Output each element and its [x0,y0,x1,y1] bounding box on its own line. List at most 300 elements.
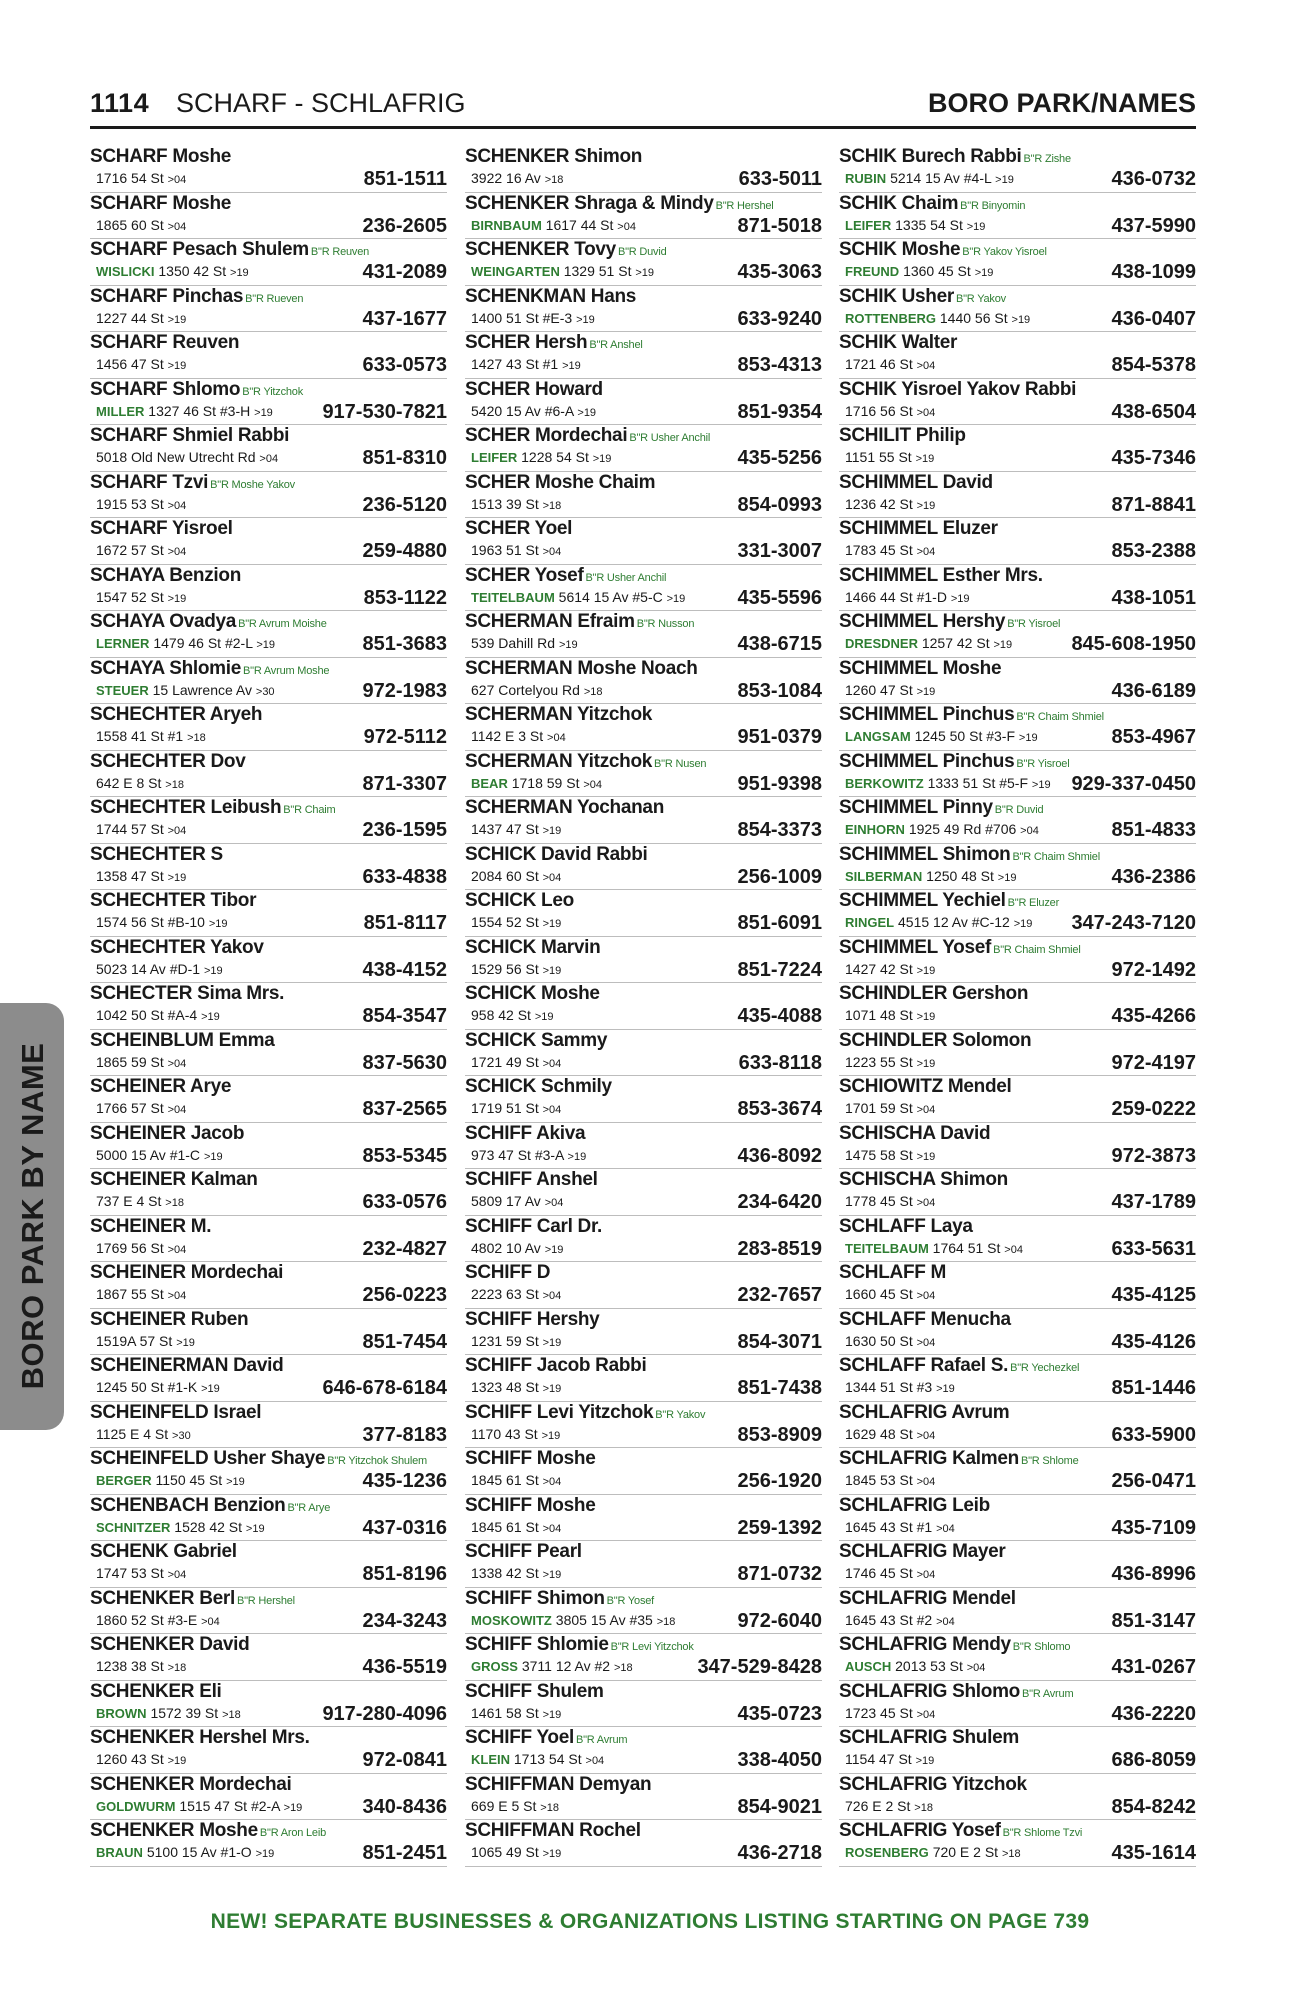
listing-name [90,1355,283,1377]
listing-zip-code: >19 [208,918,228,930]
listing-street: 1151 55 St [845,449,912,465]
listing-name-text: SCHIFF Levi Yitzchok [465,1401,654,1423]
listing-entry [90,658,447,705]
listing-name [839,1169,1008,1191]
listing-entry [839,1216,1196,1263]
listing-entry [839,286,1196,333]
listing-name [465,1495,595,1517]
listing-entry [465,286,822,333]
listing-name [90,146,231,168]
listing-name-text: SCHIFF Pearl [465,1541,582,1562]
listing-address [471,821,561,840]
listing-name-text: SCHLAFRIG Yitzchok [839,1773,1027,1795]
listing-zip-code: >04 [1004,1243,1023,1256]
listing-parent-name: B"R Avrum Moshe [243,664,330,677]
listing-surname: EINHORN [845,822,905,837]
listing-entry [839,937,1196,984]
listing-phone: 851-8117 [363,912,447,934]
listing-entry [90,146,447,193]
listing-street: 1746 45 St [845,1565,913,1581]
listing-street: 1515 47 St #2-A [179,1797,280,1814]
listing-name-text: SCHIMMEL Eluzer [839,518,998,539]
listing-entry [90,751,447,798]
listing-name [90,1123,244,1145]
listing-street: 1338 42 St [471,1565,539,1581]
listing-name [465,1169,598,1191]
listing-address [845,170,1014,189]
listing-zip-code: >04 [542,1057,562,1070]
listing-address [845,449,934,468]
listing-entry [465,332,822,379]
listing-surname: MILLER [96,403,145,419]
listing-entry [839,1634,1196,1681]
listing-address [845,1472,935,1491]
listing-phone: 853-5345 [362,1144,447,1167]
listing-address [845,775,1051,794]
listing-name-text: SCHLAFRIG Mendel [839,1587,1016,1609]
listing-name-text: SCHIFF Yoel [465,1727,574,1748]
listing-name [839,658,1001,680]
listing-name [90,937,264,959]
listing-phone: 853-2388 [1111,540,1196,562]
listing-street: 5018 Old New Utrecht Rd [96,449,256,465]
listing-name-text: SCHEINFELD Israel [90,1401,262,1423]
listing-name [90,1309,248,1331]
listing-address [845,1007,935,1026]
listing-street: 669 E 5 St [471,1797,537,1814]
listing-street: 1245 50 St #3-F [914,728,1016,744]
listing-street: 5614 15 Av #5-C [558,588,663,605]
listing-surname: LERNER [96,636,150,651]
listing-name-text: SCHENKER Tovy [465,239,616,260]
listing-address [96,1379,220,1398]
listing-entry [90,1495,447,1542]
listing-name [90,286,303,310]
listing-zip-code: >19 [203,1150,223,1163]
listing-name-text: SCHLAFRIG Avrum [839,1401,1010,1423]
listing-name-text: SCHISCHA Shimon [839,1169,1008,1190]
listing-name-text: SCHLAFF Menucha [839,1308,1011,1330]
listing-entry [90,1588,447,1635]
listing-entry [465,1495,822,1542]
listing-name-text: SCHER Mordechai [465,425,628,446]
listing-name [90,890,256,912]
listing-address [471,728,566,747]
listing-entry [839,379,1196,426]
listing-name-text: SCHIFF Shimon [465,1587,605,1609]
listing-entry [90,1402,447,1449]
listing-name [465,1030,607,1052]
listing-zip-code: >19 [542,1569,562,1581]
footer-notice: NEW! SEPARATE BUSINESSES & ORGANIZATIONS LISTING STARTING ON PAGE 739 [210,1910,1090,1933]
listing-address [845,310,1030,329]
listing-entry [839,1681,1196,1728]
listing-name-text: SCHIFF Jacob Rabbi [465,1355,647,1376]
listing-name-text: SCHILIT Philip [839,425,966,446]
listing-phone: 436-2386 [1111,865,1196,888]
listing-street: 1645 43 St #2 [845,1611,933,1628]
listing-name-text: SCHLAFF Rafael S. [839,1355,1009,1376]
listing-name [465,146,642,168]
listing-name-text: SCHENK Gabriel [90,1541,237,1562]
listing-phone: 853-4313 [737,354,822,376]
listing-name-text: SCHIMMEL Pinchus [839,750,1015,772]
listing-address [96,1844,274,1863]
listing-address [96,728,206,747]
listing-parent-name: B"R Yakov [955,292,1006,305]
listing-phone: 435-1236 [362,1470,447,1492]
listing-entry [839,611,1196,658]
listing-entry [465,472,822,519]
listing-address [471,403,596,422]
listing-name-text: SCHENKER Shraga & Mindy [465,192,714,214]
listing-phone: 438-4152 [362,958,447,981]
listing-zip-code: >19 [544,1243,564,1256]
listing-zip-code: >04 [916,1569,936,1581]
listing-name-text: SCHER Moshe Chaim [465,471,656,493]
listing-phone: 435-7346 [1111,447,1196,469]
listing-zip-code: >19 [256,639,276,651]
listing-name [465,239,667,263]
listing-name [839,1727,1019,1749]
listing-address [471,217,636,236]
listing-surname: SCHNITZER [96,1519,171,1535]
listing-address [471,1844,561,1863]
listing-address [96,356,186,375]
listing-street: 1630 50 St [845,1332,913,1349]
listing-entry [90,797,447,844]
listing-zip-code: >19 [635,267,655,279]
listing-zip-code: >04 [916,360,936,372]
listing-address [471,356,581,375]
listing-address [471,1751,604,1770]
listing-street: 1456 47 St [96,356,164,372]
listing-surname: GROSS [471,1659,518,1674]
listing-surname: BROWN [96,1705,147,1721]
listing-street: 1150 45 St [155,1472,223,1488]
listing-zip-code: >18 [542,499,562,512]
listing-street: 1231 59 St [471,1332,539,1349]
listing-address [96,1054,186,1073]
listing-surname: STEUER [96,682,149,698]
listing-name [839,1634,1070,1658]
listing-surname: ROSENBERG [845,1845,929,1860]
listing-name-text: SCHIFF Shlomie [465,1634,609,1655]
listing-name [839,146,1071,170]
listing-entry [90,890,447,937]
listing-parent-name: B"R Yitzchok [242,385,304,398]
listing-street: 15 Lawrence Av [152,681,252,698]
listing-phone: 436-0732 [1111,168,1196,190]
listing-name-text: SCHIOWITZ Mendel [839,1076,1012,1097]
listing-entry [90,472,447,519]
listing-name [839,1076,1012,1098]
listing-street: 1142 E 3 St [471,728,544,744]
listing-surname: TEITELBAUM [471,589,555,605]
listing-phone: 951-9398 [737,772,822,795]
listing-street: 1721 46 St [845,356,913,372]
listing-phone: 435-4126 [1111,1330,1196,1353]
listing-phone: 871-0732 [737,1563,822,1585]
listing-address [471,914,561,933]
listing-phone: 646-678-6184 [322,1377,447,1399]
listing-entry [465,193,822,240]
listing-street: 1701 59 St [845,1100,913,1116]
listing-name [839,937,1081,961]
listing-name [90,425,289,447]
listing-address [845,217,985,236]
listing-name-text: SCHLAFRIG Mendy [839,1634,1011,1655]
listing-phone: 851-7438 [737,1377,822,1399]
listing-phone: 853-1122 [363,586,447,609]
listing-phone: 236-1595 [362,819,447,841]
listing-parent-name: B"R Chaim Shmiel [993,943,1081,956]
listing-address [845,1798,933,1817]
listing-address [845,356,935,375]
listing-zip-code: >04 [259,453,279,465]
listing-name-text: SCHER Yoel [465,518,573,539]
listing-zip-code: >19 [916,964,936,977]
listing-address [845,868,1016,887]
listing-zip-code: >04 [916,1708,936,1721]
listing-surname: LEIFER [845,217,892,233]
listing-address [96,1565,186,1584]
listing-address [96,1798,302,1817]
listing-street: 1716 56 St [845,402,913,419]
listing-name [839,1588,1016,1610]
listing-name [465,1309,599,1331]
listing-entry [839,983,1196,1030]
listing-street: 2013 53 St [895,1658,963,1674]
listing-address [845,1565,935,1584]
listing-entry [90,1169,447,1216]
listing-address [471,310,595,329]
listing-address [96,682,275,701]
listing-entry [465,565,822,612]
listing-phone: 435-1614 [1111,1842,1196,1864]
listing-street: 1547 52 St [96,588,164,605]
listing-phone: 851-6091 [737,912,822,934]
listing-address [96,1658,186,1677]
listing-address [845,1100,935,1119]
listing-address [471,682,603,701]
listing-address [471,1612,675,1631]
listing-surname: RINGEL [845,915,895,930]
listing-name-text: SCHLAFRIG Leib [839,1494,990,1516]
listing-phone: 435-3063 [737,261,822,283]
listing-name [90,565,241,587]
listing-name-text: SCHISCHA David [839,1122,991,1144]
listing-name-text: SCHARF Tzvi [90,471,209,493]
listing-entry [465,890,822,937]
listing-zip-code: >19 [916,685,936,698]
listing-zip-code: >18 [656,1615,676,1628]
listing-zip-code: >19 [1011,313,1031,326]
listing-entry [90,1541,447,1588]
listing-zip-code: >19 [542,1383,562,1395]
listing-surname: DRESDNER [845,636,918,651]
listing-name-text: SCHLAFRIG Shulem [839,1727,1019,1748]
listing-name-text: SCHIK Moshe [839,239,961,260]
listing-phone: 232-7657 [737,1284,822,1306]
listing-phone: 972-1983 [362,679,447,702]
listing-entry [839,751,1196,798]
listing-parent-name: B"R Yisroel [1007,618,1061,630]
listing-zip-code: >19 [201,1011,220,1023]
listing-phone: 259-0222 [1111,1098,1196,1120]
listing-zip-code: >18 [544,174,564,186]
listing-address [471,1193,563,1212]
listing-parent-name: B"R Shlome Tzvi [1002,1827,1083,1839]
listing-address [96,496,186,515]
listing-name-text: SCHENKER Shimon [465,146,643,167]
listing-entry [465,1541,822,1588]
listing-entry [465,1309,822,1356]
listing-name-text: SCHIK Yisroel Yakov Rabbi [839,378,1077,400]
listing-parent-name: B"R Shlomo [1012,1641,1071,1653]
listing-zip-code: >04 [583,778,603,791]
listing-name [90,1495,330,1519]
listing-phone: 435-4266 [1111,1005,1196,1027]
listing-name [465,518,572,540]
listing-phone: 347-243-7120 [1071,912,1196,934]
listing-zip-code: >04 [916,1429,936,1442]
listing-zip-code: >19 [577,406,597,419]
listing-address [471,263,654,282]
listing-zip-code: >04 [167,546,187,558]
listing-phone: 951-0379 [737,726,822,748]
listing-zip-code: >04 [167,1057,187,1070]
listing-address [96,1751,186,1770]
listing-name-text: SCHEINFELD Usher Shaye [90,1448,326,1469]
listing-address [471,542,561,561]
listing-street: 1572 39 St [150,1704,219,1721]
listing-entry [465,1727,822,1774]
listing-name-text: SCHECTER Sima Mrs. [90,983,285,1004]
listing-name-text: SCHENKER Mordechai [90,1773,292,1795]
listing-name [90,1774,292,1796]
listing-entry [839,1495,1196,1542]
listing-street: 1747 53 St [96,1565,164,1581]
listing-phone: 686-8059 [1111,1749,1196,1771]
listing-name [839,565,1043,587]
listing-zip-code: >30 [255,685,275,698]
listing-street: 1845 53 St [845,1472,913,1488]
listing-entry [839,332,1196,379]
listing-entry [90,286,447,333]
listing-zip-code: >19 [592,453,612,465]
listing-zip-code: >19 [567,1150,587,1163]
listing-address [845,1844,1021,1863]
listing-address [471,1007,554,1026]
listing-name-text: SCHLAFRIG Shlomo [839,1680,1020,1702]
listing-entry [839,1402,1196,1449]
listing-parent-name: B"R Moshe Yakov [210,478,295,491]
listing-address [96,1240,186,1259]
listing-phone: 437-0316 [362,1516,447,1539]
listing-entry [465,379,822,426]
listing-zip-code: >19 [542,1336,562,1349]
listing-entry [839,1030,1196,1077]
listing-name [90,518,233,540]
listing-address [471,1426,560,1445]
listing-entry [90,425,447,472]
listing-address [845,1705,935,1724]
listing-surname: BERGER [96,1473,152,1488]
listing-address [845,1379,955,1398]
listing-name-text: SCHIFFMAN Rochel [465,1820,641,1841]
listing-street: 627 Cortelyou Rd [471,681,580,698]
listing-parent-name: B"R Eluzer [1007,897,1060,909]
listing-zip-code: >04 [1020,825,1039,837]
listing-name [839,751,1069,775]
listing-zip-code: >18 [187,732,206,744]
listing-entry [465,1076,822,1123]
listing-address [96,868,186,887]
listing-street: 1227 44 St [96,309,164,326]
listing-entry [465,239,822,286]
listing-surname: TEITELBAUM [845,1240,929,1256]
listing-name [90,1588,295,1612]
listing-zip-code: >19 [254,406,273,419]
listing-entry [465,797,822,844]
listing-entry [839,1588,1196,1635]
listing-phone: 972-5112 [363,726,447,748]
listing-parent-name: B"R Rueven [245,292,304,305]
listing-street: 1723 45 St [845,1704,913,1721]
listing-name-text: SCHER Yosef [465,564,584,586]
listing-phone: 854-3071 [737,1330,822,1353]
listing-address [845,914,1032,933]
listing-entry [465,658,822,705]
listing-phone: 338-4050 [737,1749,822,1771]
listing-zip-code: >19 [666,592,686,605]
listing-name [90,1727,310,1749]
listing-surname: SILBERMAN [845,868,923,884]
listing-address [845,682,935,701]
listing-street: 1260 47 St [845,681,913,698]
listing-name-text: SCHICK Leo [465,890,574,911]
listing-address [96,1007,220,1026]
listing-phone: 256-0471 [1111,1470,1196,1492]
listing-address [96,635,275,654]
listing-entry [839,658,1196,705]
listing-entry [465,146,822,193]
listing-zip-code: >19 [167,871,187,884]
listing-street: 5023 14 Av #D-1 [96,960,201,977]
listing-phone: 851-2451 [362,1842,447,1864]
listing-phone: 633-8118 [738,1051,822,1074]
listing-street: 1245 50 St #1-K [96,1379,198,1395]
listing-name [465,937,600,959]
listing-name-text: SCHARF Moshe [90,146,232,167]
listing-name-text: SCHLAFRIG Kalmen [839,1448,1019,1469]
listing-address [471,1658,633,1677]
listing-street: 1672 57 St [96,542,164,558]
listing-address [845,1193,935,1212]
listing-street: 1260 43 St [96,1751,164,1767]
side-tab-label: BORO PARK BY NAME [15,1042,50,1390]
listing-zip-code: >04 [916,1336,936,1349]
listing-street: 1236 42 St [845,495,913,512]
listing-address [96,542,186,561]
listing-street: 2223 63 St [471,1286,539,1302]
listing-address [845,635,1012,654]
listing-name-text: SCHENKER Berl [90,1587,235,1609]
listing-zip-code: >04 [167,1290,187,1302]
listing-name [465,611,694,635]
listing-phone: 331-3007 [737,540,822,562]
